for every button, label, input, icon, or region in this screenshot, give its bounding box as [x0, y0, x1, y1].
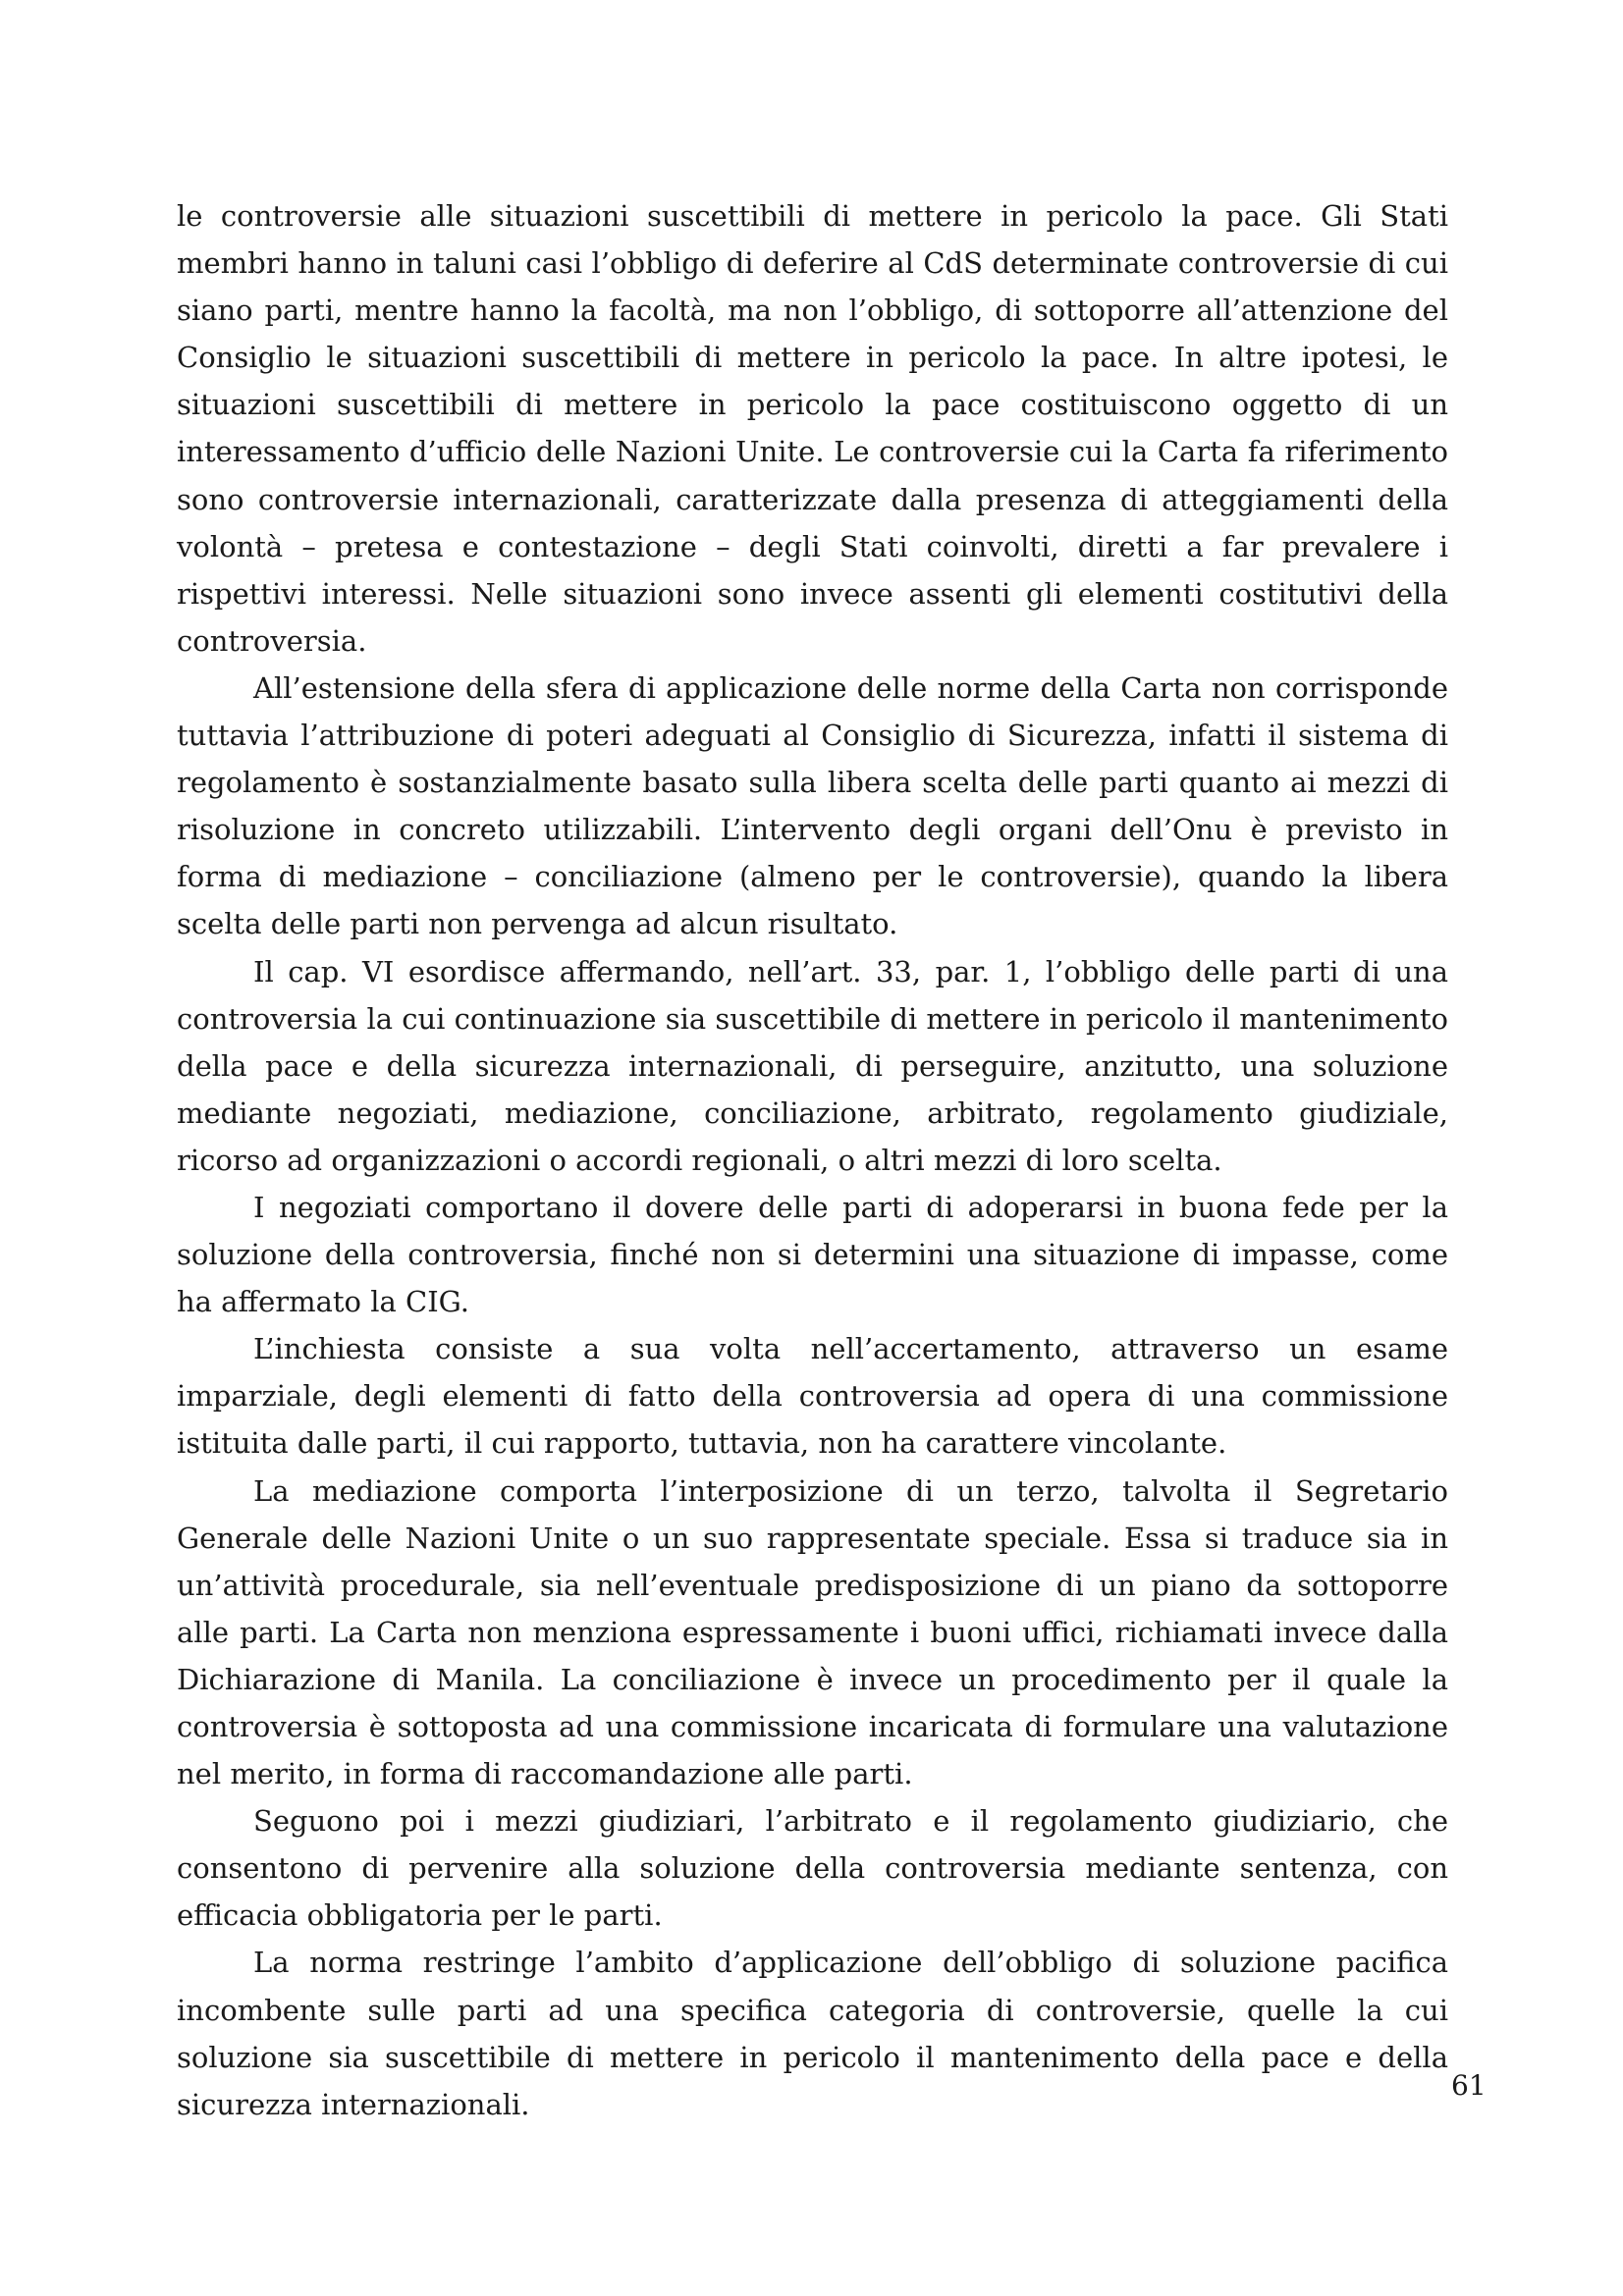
paragraph: All’estensione della sfera di applicazione delle norme della Carta non corrisponde tuttavia l’attribuzione di poteri adeguati al Consiglio di Sicurezza, infatti il sistema di regolamento è sostanzialmente basato sulla libera scelta delle parti quanto ai mezzi di risoluzione in concreto utilizzabili. L’intervento degli organi dell’Onu è previsto in forma di mediazione – conciliazione (almeno per le controversie), quando la libera scelta delle parti non pervenga ad alcun risultato.: [177, 670, 1448, 941]
paragraph: Il cap. VI esordisce affermando, nell’art. 33, par. 1, l’obbligo delle parti di una controversia la cui continuazione sia suscettibile di mettere in pericolo il mantenimento della pace e della sicurezza internazionali, di perseguire, anzitutto, una soluzione mediante negoziati, mediazione, conciliazione, arbitrato, regolamento giudiziale, ricorso ad organizzazioni o accordi regionali, o altri mezzi di loro scelta.: [177, 954, 1448, 1177]
body-text: [177, 192, 1448, 2128]
page-number: 61: [1451, 2069, 1487, 2102]
paragraph-continued: le controversie alle situazioni suscettibili di mettere in pericolo la pace. Gli Stati membri hanno in taluni casi l’obbligo di deferire al CdS determinate controversie di cui siano parti, mentre hanno la facoltà, ma non l’obbligo, di sottoporre all’attenzione del Consiglio le situazioni suscettibili di mettere in pericolo la pace. In altre ipotesi, le situazioni suscettibili di mettere in pericolo la pace costituiscono oggetto di un interessamento d’ufficio delle Nazioni Unite. Le controversie cui la Carta fa riferimento sono controversie internazionali, caratterizzate dalla presenza di atteggiamenti della volontà – pretesa e contestazione – degli Stati coinvolti, diretti a far prevalere i rispettivi interessi. Nelle situazioni sono invece assenti gli elementi costitutivi della controversia.: [177, 199, 1448, 658]
paragraph: L’inchiesta consiste a sua volta nell’accertamento, attraverso un esame imparziale, degli elementi di fatto della controversia ad opera di una commissione istituita dalle parti, il cui rapporto, tuttavia, non ha carattere vincolante.: [177, 1332, 1448, 1461]
paragraph: La norma restringe l’ambito d’applicazione dell’obbligo di soluzione pacifica incombente sulle parti ad una specifica categoria di controversie, quelle la cui soluzione sia suscettibile di mettere in pericolo il mantenimento della pace e della sicurezza internazionali.: [177, 1946, 1448, 2121]
paragraph: I negoziati comportano il dovere delle parti di adoperarsi in buona fede per la soluzione della controversia, finché non si determini una situazione di impasse, come ha affermato la CIG.: [177, 1190, 1448, 1319]
paragraph: Seguono poi i mezzi giudiziari, l’arbitrato e il regolamento giudiziario, che consentono di pervenire alla soluzione della controversia mediante sentenza, con efficacia obbligatoria per le parti.: [177, 1804, 1448, 1933]
paragraph: La mediazione comporta l’interposizione di un terzo, talvolta il Segretario Generale delle Nazioni Unite o un suo rappresentate speciale. Essa si traduce sia in un’attività procedurale, sia nell’eventuale predisposizione di un piano da sottoporre alle parti. La Carta non menziona espressamente i buoni uffici, richiamati invece dalla Dichiarazione di Manila. La conciliazione è invece un procedimento per il quale la controversia è sottoposta ad una commissione incaricata di formulare una valutazione nel merito, in forma di raccomandazione alle parti.: [177, 1473, 1448, 1791]
